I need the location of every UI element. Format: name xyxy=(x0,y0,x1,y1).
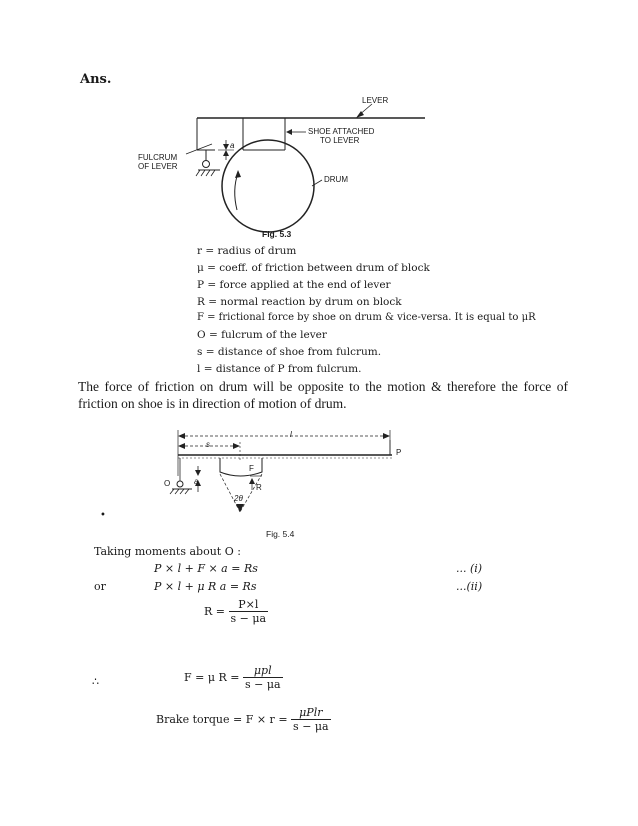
fig53-label-lever: LEVER xyxy=(362,96,389,105)
fig54-label-p: P xyxy=(396,448,402,457)
equation-bt-lhs: Brake torque = F × r = xyxy=(156,713,288,726)
therefore-symbol: ∴ xyxy=(92,675,99,688)
equation-r-denominator: s − μa xyxy=(230,612,267,625)
equation-bt-numerator: μPlr xyxy=(291,706,331,720)
equation-r-lhs: R = xyxy=(204,605,225,618)
equation-r xyxy=(204,598,268,625)
fig54-label-r: R xyxy=(256,483,262,492)
definition-p: P = force applied at the end of lever xyxy=(197,279,391,291)
fig53-label-shoe-1: SHOE ATTACHED xyxy=(308,127,375,136)
equation-f xyxy=(184,664,283,691)
answer-heading: Ans. xyxy=(80,72,112,87)
fig54-label-f: F xyxy=(249,464,254,473)
equations-intro: Taking moments about O : xyxy=(94,545,241,558)
equation-f-lhs: F = μ R = xyxy=(184,671,240,684)
fig54-label-2theta: 2θ xyxy=(234,494,243,503)
definition-r: r = radius of drum xyxy=(197,245,297,257)
fig54-label-a: a xyxy=(194,477,199,486)
equation-1: P × l + F × a = Rs xyxy=(154,562,258,575)
definition-mu: μ = coeff. of friction between drum of block xyxy=(197,262,430,274)
fig54-label-o: O xyxy=(164,479,171,488)
fig53-caption: Fig. 5.3 xyxy=(262,229,292,239)
fig54-fulcrum-pin xyxy=(177,481,183,487)
equation-1-tag: ... (i) xyxy=(456,562,483,575)
equation-brake-torque xyxy=(156,706,331,733)
equation-f-fraction xyxy=(243,664,283,691)
body-paragraph: The force of friction on drum will be opposite to the motion & therefore the force of friction on shoe is in direction of motion of drum. xyxy=(78,379,568,411)
bullet-dot: • xyxy=(100,510,106,521)
definition-f: F = frictional force by shoe on drum & vice-versa. It is equal to μR xyxy=(197,312,536,323)
equation-or: or xyxy=(94,580,106,593)
fig53-label-fulcrum-2: OF LEVER xyxy=(138,162,178,171)
equation-2: P × l + μ R a = Rs xyxy=(154,580,257,593)
definition-r-reaction: R = normal reaction by drum on block xyxy=(197,296,402,308)
definition-o: O = fulcrum of the lever xyxy=(197,329,327,341)
fig53-label-shoe-2: TO LEVER xyxy=(320,136,360,145)
equation-bt-fraction xyxy=(291,706,331,733)
fig53-label-fulcrum-1: FULCRUM xyxy=(138,153,178,162)
fig53-label-drum: DRUM xyxy=(324,175,348,184)
equation-r-numerator: P×l xyxy=(229,598,269,612)
fig54-shoe xyxy=(220,458,262,476)
equation-f-denominator: s − μa xyxy=(244,678,281,691)
fig53-label-a: a xyxy=(230,141,235,150)
equation-f-numerator: μpl xyxy=(243,664,283,678)
fig54-label-l: l xyxy=(290,430,292,439)
equation-2-tag: ...(ii) xyxy=(456,580,483,593)
fig54-label-s: s xyxy=(206,440,210,449)
fig54-caption: Fig. 5.4 xyxy=(266,529,295,539)
equation-r-fraction xyxy=(229,598,269,625)
definition-l: l = distance of P from fulcrum. xyxy=(197,363,362,375)
equation-bt-denominator: s − μa xyxy=(293,720,329,733)
definition-s: s = distance of shoe from fulcrum. xyxy=(197,346,382,358)
